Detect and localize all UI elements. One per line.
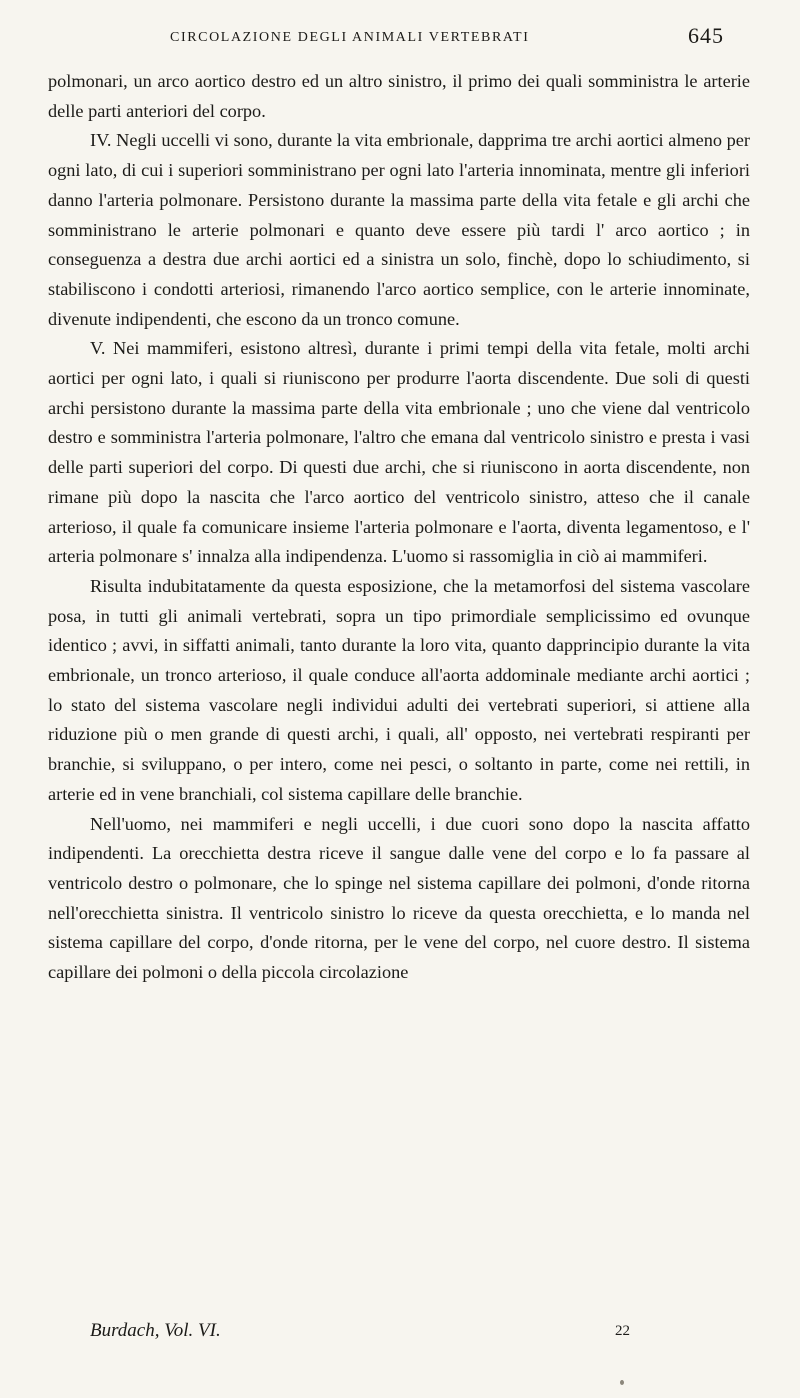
paragraph-human-heart: Nell'uomo, nei mammiferi e negli uccelli, i due cuori sono dopo la nascita affatto indipendenti. La orecchietta destra riceve il sangue dalle vene del corpo e lo fa passare al ventricolo destro o polmonare, che lo spinge nel sistema capillare dei polmoni, d'onde ritorna nell'orecchietta sinistra. Il ventricolo sinistro lo riceve da questa orecchietta, e lo manda nel sistema capillare del corpo, d'onde ritorna, per le vene del corpo, nel cuore destro. Il sistema capillare dei polmoni o della piccola circolazione	[48, 813, 750, 983]
paragraph-birds: IV. Negli uccelli vi sono, durante la vita embrionale, dapprima tre archi aortici almeno per ogni lato, di cui i superiori somministrano per ogni lato l'arteria innominata, mentre gli inferiori danno l'arteria polmonare. Persistono durante la massima parte della vita fetale e gli archi che somministrano le arterie polmonari e quanto deve essere più tardi l' arco aortico ; in conseguenza a destra due archi aortici ed a sinistra un solo, finchè, dopo lo schiudimento, si stabiliscono i condotti arteriosi, rimanendo l'arco aortico semplice, con le arterie innominate, divenute indipendenti, che escono da un tronco comune.	[48, 130, 750, 329]
body-text	[48, 67, 750, 988]
page-footer	[0, 1320, 800, 1354]
paragraph-mammals: V. Nei mammiferi, esistono altresì, durante i primi tempi della vita fetale, molti archi aortici per ogni lato, i quali si riuniscono per produrre l'aorta discendente. Due soli di questi archi persistono durante la massima parte della vita embrionale ; uno che viene dal ventricolo destro e somministra l'arteria polmonare, l'altro che emana dal ventricolo sinistro e presta i vasi delle parti superiori del corpo. Di questi due archi, che si riuniscono in aorta discendente, non rimane più dopo la nascita che l'arco aortico del ventricolo sinistro, atteso che il canale arterioso, il quale fa comunicare insieme l'arteria polmonare e l'aorta, diventa legamentoso, e l' arteria polmonare s' innalza alla indipendenza. L'uomo si rassomiglia in ciò ai mammiferi.	[48, 338, 750, 567]
page-number: 645	[688, 23, 724, 48]
running-head	[0, 18, 800, 58]
paragraph-summary: Risulta indubitatamente da questa esposizione, che la metamorfosi del sistema vascolare posa, in tutti gli animali vertebrati, sopra un tipo primordiale semplicissimo ed ovunque identico ; avvi, in siffatti animali, tanto durante la loro vita, quanto dapprincipio durante la vita embrionale, un tronco arterioso, il quale conduce all'aorta addominale mediante archi aortici ; lo stato del sistema vascolare negli individui adulti dei vertebrati superiori, si attiene alla riduzione più o men grande di questi archi, i quali, all' opposto, nei vertebrati respiranti per branchie, si sviluppano, o per intero, come nei pesci, o soltanto in parte, come nei rettili, in arterie ed in vene branchiali, col sistema capillare delle branchie.	[48, 575, 750, 804]
paragraph-continuation: polmonari, un arco aortico destro ed un altro sinistro, il primo dei quali somministra le arterie delle parti anteriori del corpo.	[48, 71, 750, 121]
paper-speck	[620, 1380, 624, 1385]
running-title: CIRCOLAZIONE DEGLI ANIMALI VERTEBRATI	[170, 30, 530, 45]
printer-signature: Burdach, Vol. VI.	[90, 1320, 221, 1341]
sheet-number: 22	[615, 1323, 630, 1339]
